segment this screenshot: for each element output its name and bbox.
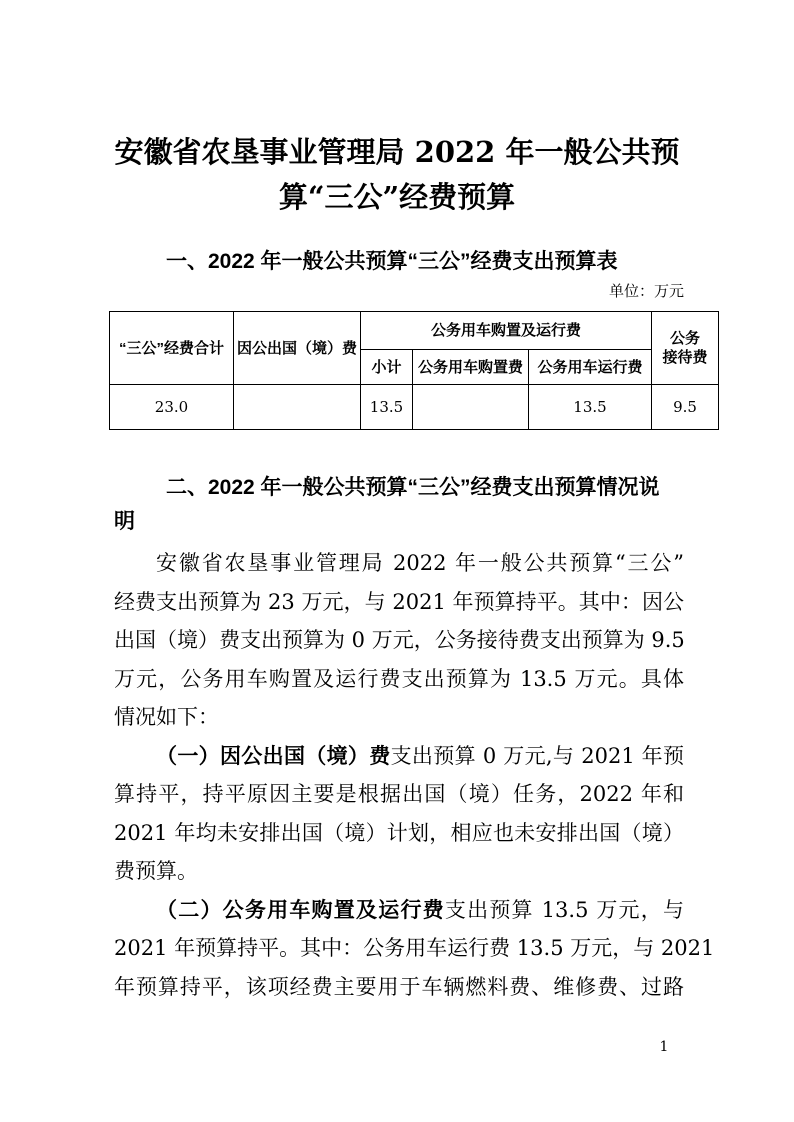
text-run: 算持平，持平原因主要是根据出国（境）任务，2022 年和 — [114, 782, 684, 806]
unit-label: 单位：万元 — [608, 282, 684, 300]
section2-heading-line-1: 二、2022 年一般公共预算“三公”经费支出预算情况说 — [166, 476, 660, 499]
text-line — [114, 929, 715, 968]
value-cell-abroad-fee — [234, 385, 361, 430]
text-run: 2021 年预算持平。其中：公务用车运行费 13.5 万元，与 2021 — [114, 936, 715, 960]
text-run: 情况如下： — [114, 705, 219, 729]
title-line-2: 算“三公”经费预算 — [278, 180, 516, 214]
bold-text-run: （一）因公出国（境）费 — [156, 742, 391, 768]
table-row — [110, 385, 719, 430]
body-text — [114, 544, 715, 1006]
text-run: 万元，公务用车购置及运行费支出预算为 13.5 万元。具体 — [114, 666, 684, 691]
text-run: 年预算持平，该项经费主要用于车辆燃料费、维修费、过路 — [114, 974, 684, 999]
text-run: 支出预算 0 万元,与 2021 年预 — [390, 743, 685, 768]
page-number: 1 — [659, 1039, 669, 1055]
text-line — [114, 814, 684, 853]
document-title — [0, 130, 794, 220]
value-cell-reception-fee: 9.5 — [652, 385, 719, 430]
text-line — [114, 621, 684, 660]
text-line — [114, 583, 684, 622]
text-line — [114, 660, 684, 699]
header-cell-reception-line-1: 公务 — [669, 330, 700, 347]
value-cell-vehicle-operation: 13.5 — [529, 385, 652, 430]
text-run: 出国（境）费支出预算为 0 万元，公务接待费支出预算为 9.5 — [114, 628, 685, 652]
section1-heading: 一、2022 年一般公共预算“三公”经费支出预算表 — [166, 250, 618, 273]
header-cell-reception-fee — [652, 312, 719, 385]
header-cell-abroad-fee: 因公出国（境）费 — [234, 312, 361, 385]
header-cell-vehicle-subtotal: 小计 — [361, 350, 413, 385]
text-run: 安徽省农垦事业管理局 2022 年一般公共预算“三公” — [156, 551, 684, 575]
bold-text-run: （二）公务用车购置及运行费 — [156, 896, 445, 922]
text-line — [114, 698, 684, 737]
header-cell-vehicle-operation: 公务用车运行费 — [529, 350, 652, 385]
value-cell-sangong-total: 23.0 — [110, 385, 234, 430]
text-run: 费预算。 — [114, 859, 198, 883]
section2-heading-line-2: 明 — [114, 510, 135, 533]
text-run: 2021 年均未安排出国（境）计划，相应也未安排出国（境） — [114, 820, 684, 845]
header-cell-reception-line-2: 接待费 — [662, 349, 708, 366]
header-cell-vehicle-group: 公务用车购置及运行费 — [361, 312, 652, 350]
text-run: 经费支出预算为 23 万元，与 2021 年预算持平。其中：因公 — [114, 589, 684, 614]
header-cell-vehicle-purchase: 公务用车购置费 — [413, 350, 529, 385]
text-line — [114, 891, 684, 930]
header-cell-sangong-total: “三公”经费合计 — [110, 312, 234, 385]
text-line — [114, 775, 684, 814]
title-line-1: 安徽省农垦事业管理局 2022 年一般公共预 — [114, 135, 680, 169]
value-cell-vehicle-purchase — [413, 385, 529, 430]
text-line — [114, 968, 684, 1007]
text-run: 支出预算 13.5 万元，与 — [444, 897, 684, 922]
text-line — [114, 737, 684, 776]
value-cell-vehicle-subtotal: 13.5 — [361, 385, 413, 430]
text-line — [114, 544, 684, 583]
text-line — [114, 852, 684, 891]
budget-table — [109, 311, 719, 430]
section2-heading — [114, 471, 684, 539]
